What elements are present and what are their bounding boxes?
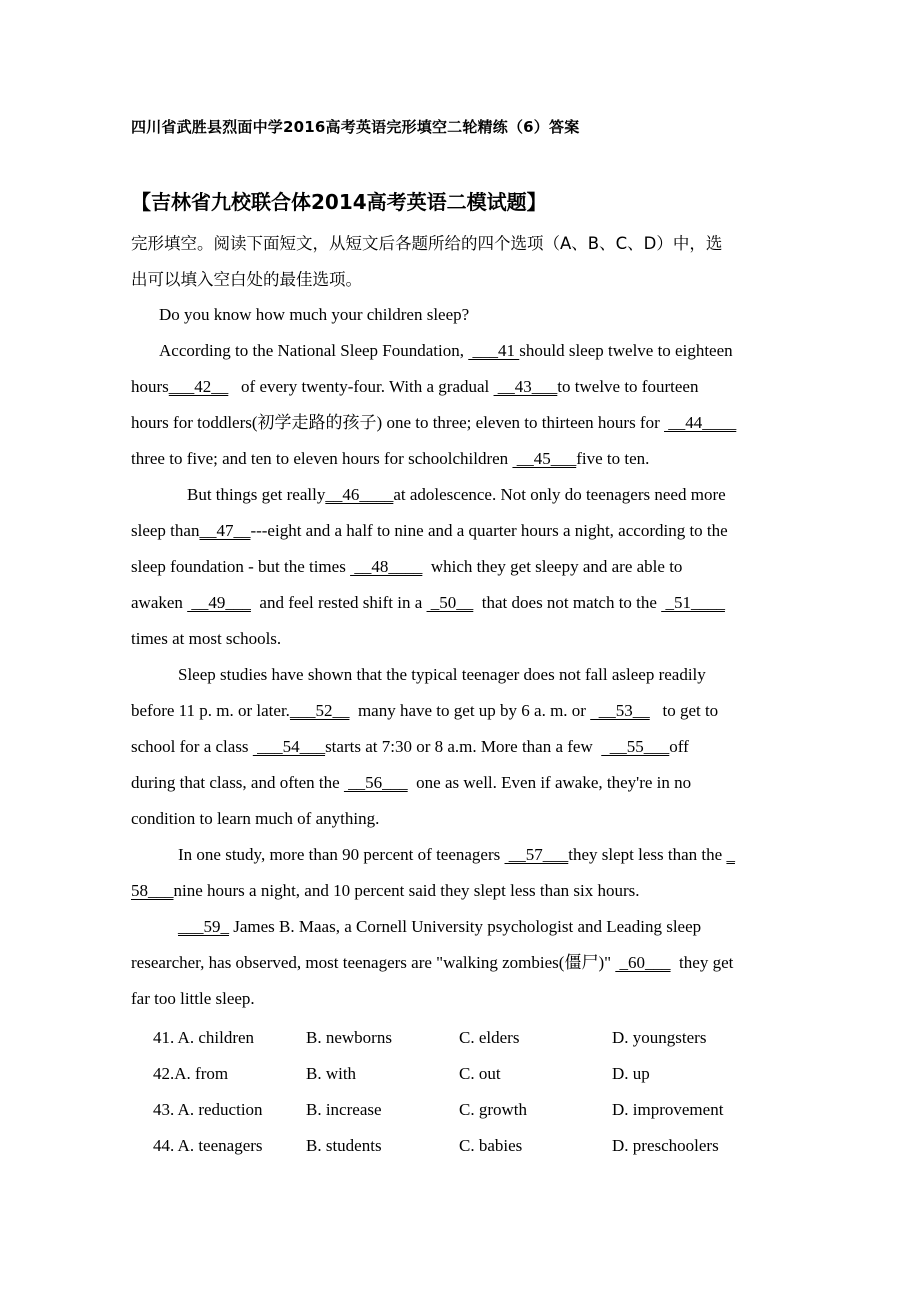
- option-c: C. elders: [459, 1028, 520, 1047]
- option-d: D. preschoolers: [612, 1136, 719, 1155]
- option-a: 41. A. children: [153, 1028, 255, 1047]
- option-a: 42.A. from: [153, 1064, 229, 1083]
- text: and feel rested shift in a: [250, 593, 427, 612]
- passage-line: [131, 297, 791, 333]
- text: at adolescence. Not only do teenagers need more: [393, 485, 726, 504]
- blank-47: __47__: [199, 521, 251, 540]
- text: five to ten.: [576, 449, 650, 468]
- passage-line: [131, 585, 791, 621]
- blank-43: __43___: [493, 377, 558, 396]
- text: before 11 p. m. or later.: [131, 701, 290, 720]
- option-b: B. with: [306, 1064, 357, 1083]
- option-c: C. out: [459, 1064, 501, 1083]
- passage-line: [131, 333, 791, 369]
- text: condition to learn much of anything.: [131, 809, 380, 828]
- passage-line: [131, 369, 791, 405]
- text: But things get really: [187, 485, 326, 504]
- blank-46: __46____: [325, 485, 394, 504]
- text: hours: [131, 377, 169, 396]
- text: that does not match to the: [473, 593, 662, 612]
- blank-60: _60___: [615, 953, 671, 972]
- instruction-line: 出可以填入空白处的最佳选项。: [131, 270, 362, 289]
- document-title: 四川省武胜县烈面中学2016高考英语完形填空二轮精练（6）答案: [131, 118, 580, 136]
- option-c: C. growth: [459, 1100, 527, 1119]
- text: ---eight and a half to nine and a quarter hours a night, according to the: [250, 521, 728, 540]
- text: during that class, and often the: [131, 773, 344, 792]
- passage: [131, 297, 791, 1017]
- section-heading: 【吉林省九校联合体2014高考英语二模试题】: [131, 190, 547, 214]
- option-b: B. students: [306, 1136, 382, 1155]
- blank-48: __48____: [350, 557, 423, 576]
- passage-line: [131, 405, 791, 441]
- passage-line: [131, 729, 791, 765]
- text: According to the National Sleep Foundation,: [159, 341, 469, 360]
- text: In one study, more than 90 percent of teenagers: [178, 845, 505, 864]
- text: hours for toddlers(初学走路的孩子) one to three; eleven to thirteen hours for: [131, 413, 665, 432]
- blank-42: ___42__: [168, 377, 229, 396]
- option-d: D. improvement: [612, 1100, 724, 1119]
- text: sleep than: [131, 521, 200, 540]
- text: one as well. Even if awake, they're in no: [407, 773, 692, 792]
- text: awaken: [131, 593, 188, 612]
- passage-line: [131, 693, 791, 729]
- blank-54: ___54___: [252, 737, 326, 756]
- passage-line: [131, 837, 791, 873]
- text: nine hours a night, and 10 percent said they slept less than six hours.: [173, 881, 640, 900]
- option-b: B. increase: [306, 1100, 382, 1119]
- text: which they get sleepy and are able to: [422, 557, 683, 576]
- option-a: 44. A. teenagers: [153, 1136, 263, 1155]
- text: times at most schools.: [131, 629, 282, 648]
- text: many have to get up by 6 a. m. or: [349, 701, 591, 720]
- option-d: D. up: [612, 1064, 650, 1083]
- option-a: 43. A. reduction: [153, 1100, 263, 1119]
- blank-52: ___52__: [289, 701, 350, 720]
- passage-line: [131, 801, 791, 837]
- option-b: B. newborns: [306, 1028, 392, 1047]
- text: to get to: [649, 701, 719, 720]
- text: Do you know how much your children sleep?: [159, 305, 470, 324]
- blank-59: ___59_: [178, 917, 229, 936]
- text: sleep foundation - but the times: [131, 557, 351, 576]
- blank-53: __53__: [590, 701, 650, 720]
- text: they slept less than the: [568, 845, 727, 864]
- text: starts at 7:30 or 8 a.m. More than a few: [325, 737, 602, 756]
- passage-line: [131, 657, 791, 693]
- option-d: D. youngsters: [612, 1028, 707, 1047]
- blank-57: __57___: [504, 845, 569, 864]
- passage-line: [131, 513, 791, 549]
- text: of every twenty-four. With a gradual: [228, 377, 494, 396]
- passage-line: [131, 765, 791, 801]
- passage-line: [131, 873, 791, 909]
- blank-45: __45___: [512, 449, 577, 468]
- instructions: [131, 226, 722, 298]
- blank-56: __56___: [343, 773, 408, 792]
- blank-44: __44____: [664, 413, 737, 432]
- text: to twelve to fourteen: [557, 377, 699, 396]
- passage-line: [131, 981, 791, 1017]
- option-c: C. babies: [459, 1136, 523, 1155]
- blank-58: 58___: [131, 881, 174, 900]
- passage-line: [131, 477, 791, 513]
- text: three to five; and ten to eleven hours for schoolchildren: [131, 449, 513, 468]
- text: they get: [670, 953, 734, 972]
- passage-line: [131, 549, 791, 585]
- blank-50: _50__: [426, 593, 474, 612]
- text: Sleep studies have shown that the typical teenager does not fall asleep readily: [178, 665, 706, 684]
- blank-51: _51____: [661, 593, 725, 612]
- passage-line: [131, 621, 791, 657]
- passage-line: [131, 909, 791, 945]
- text: off: [669, 737, 689, 756]
- text: school for a class: [131, 737, 253, 756]
- blank-58-start: _: [726, 845, 735, 864]
- blank-55: __55___: [601, 737, 670, 756]
- passage-line: [131, 945, 791, 981]
- instruction-line: 完形填空。阅读下面短文，从短文后各题所给的四个选项（A、B、C、D）中，选: [131, 234, 723, 253]
- passage-line: [131, 441, 791, 477]
- text: James B. Maas, a Cornell University psychologist and Leading sleep: [229, 917, 702, 936]
- blank-49: __49___: [187, 593, 251, 612]
- text: far too little sleep.: [131, 989, 255, 1008]
- blank-41: ___41: [468, 341, 520, 360]
- text: researcher, has observed, most teenagers are "walking zombies(僵尸)": [131, 953, 616, 972]
- text: should sleep twelve to eighteen: [519, 341, 733, 360]
